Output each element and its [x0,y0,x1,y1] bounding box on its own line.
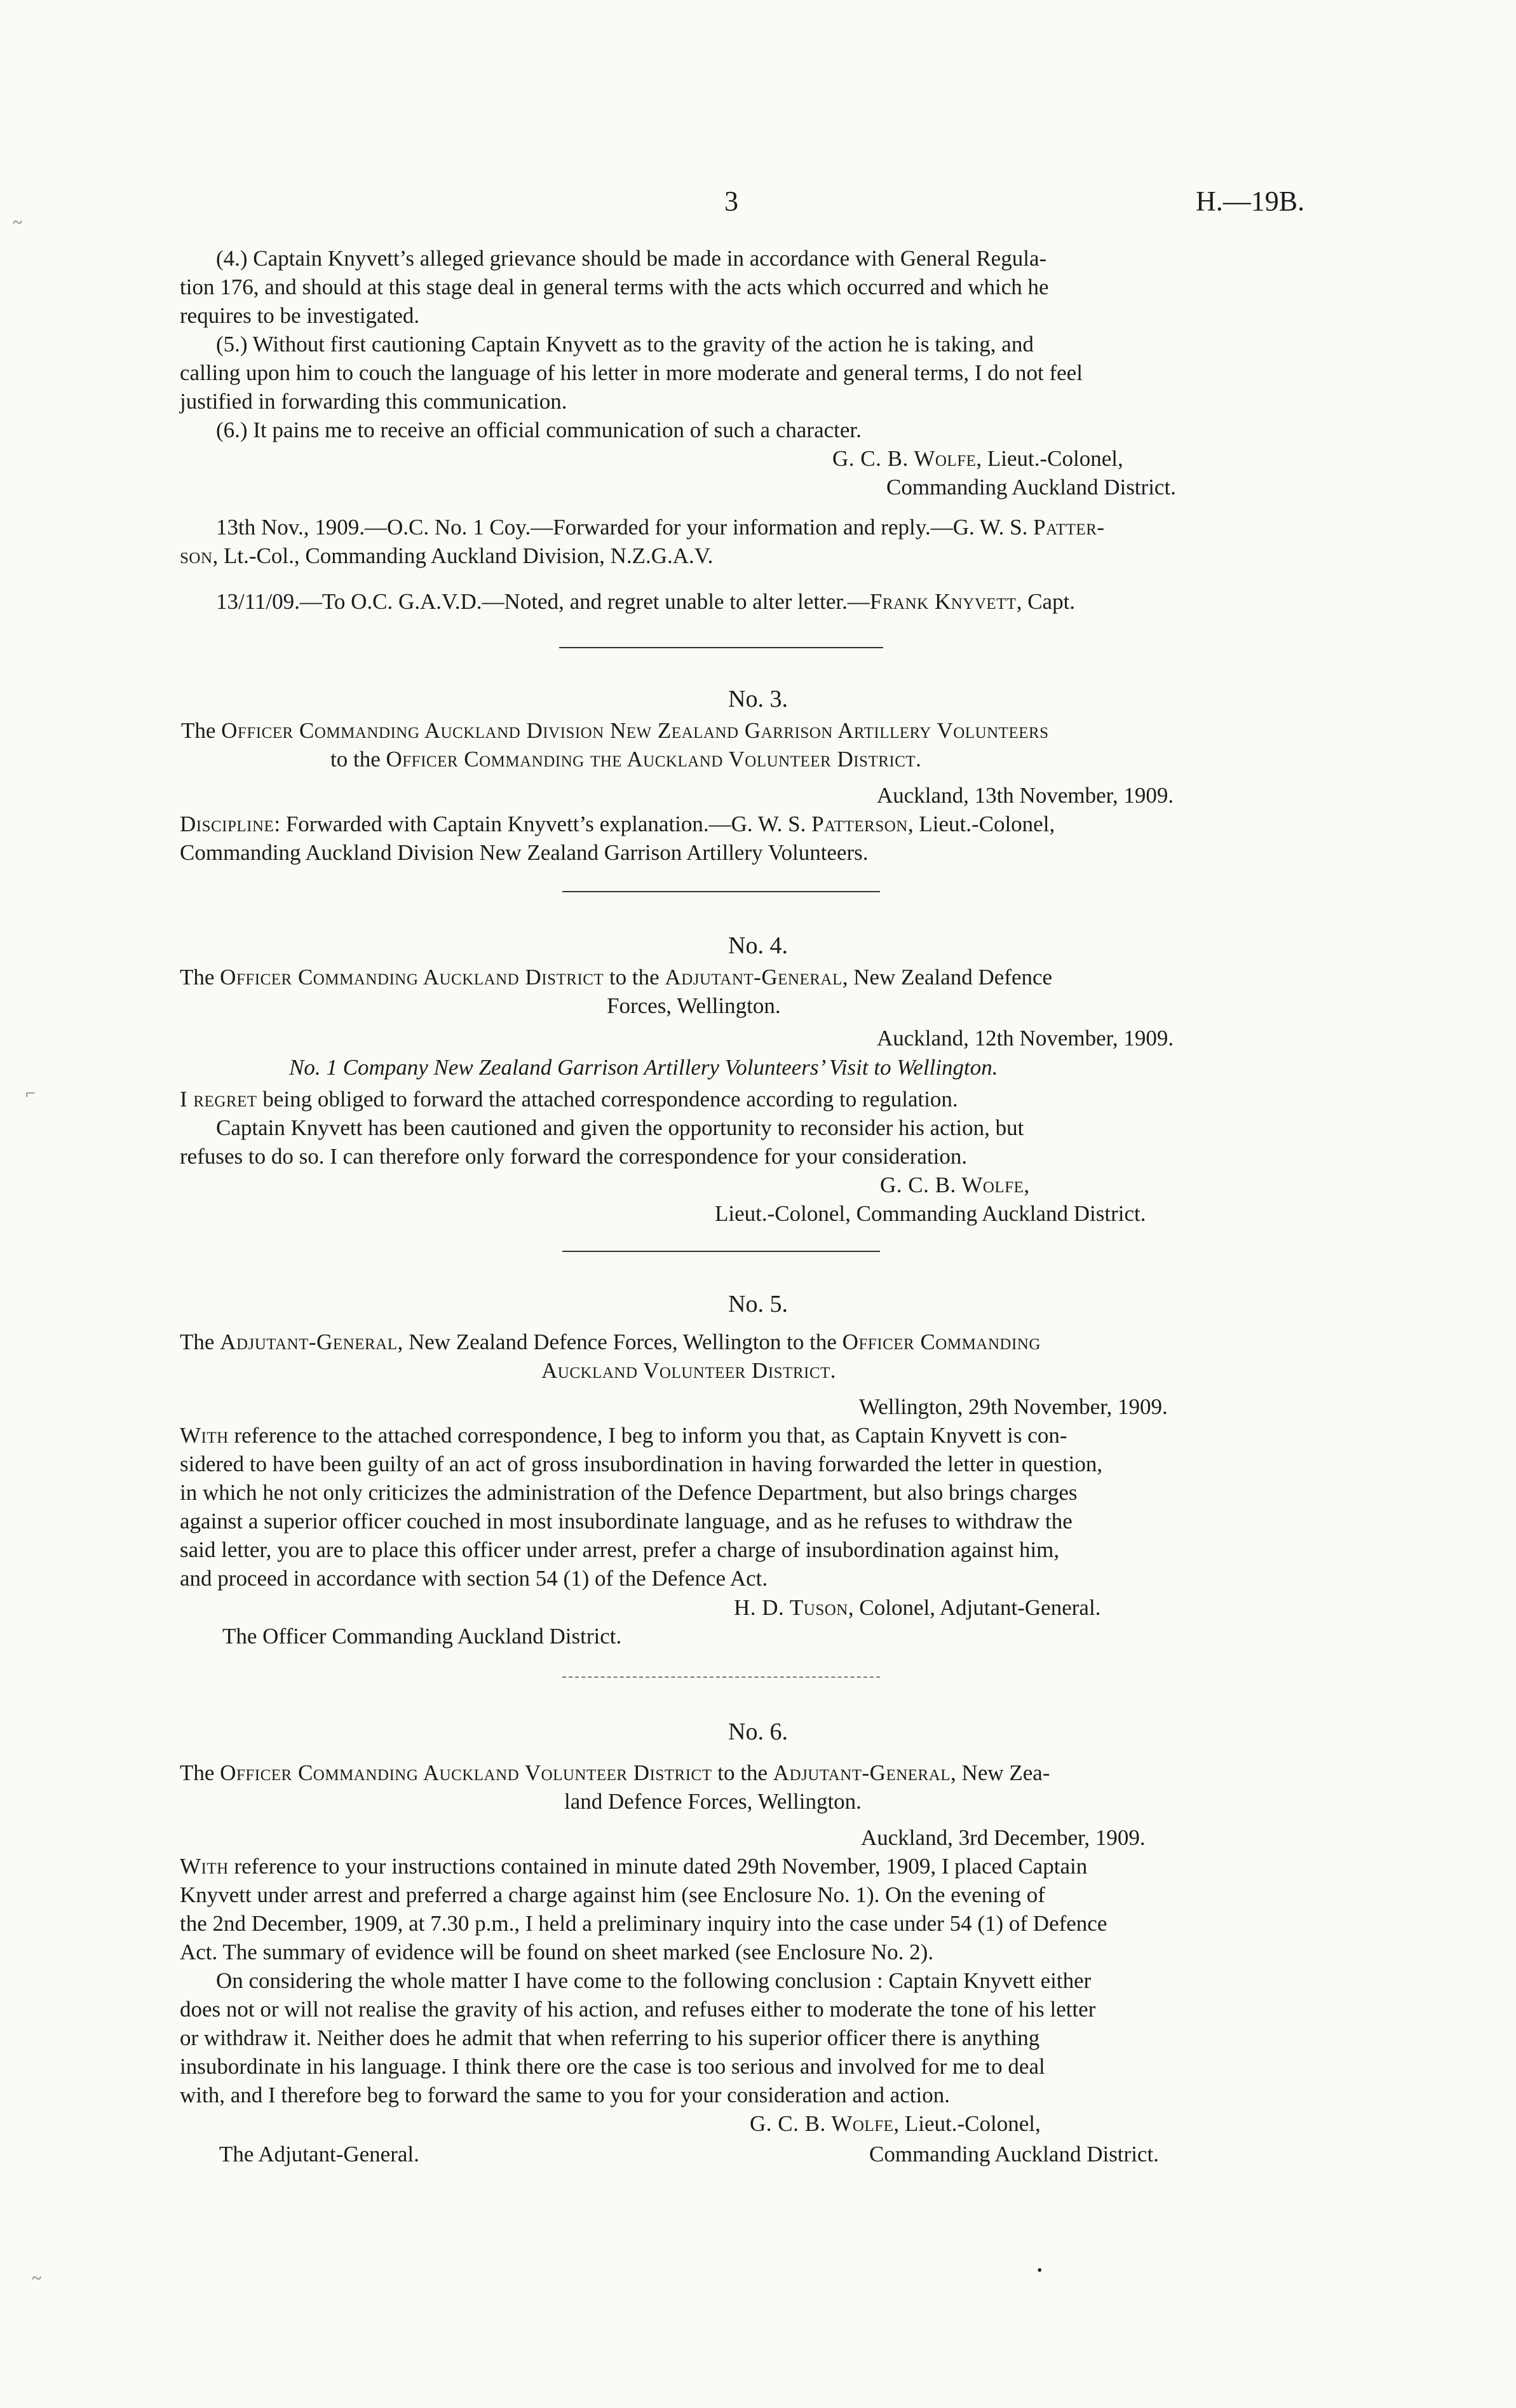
address-text: to the [330,747,386,772]
address-line: land Defence Forces, Wellington. [564,1789,862,1814]
address-smallcaps: Adjutant-General [220,1330,398,1354]
body-line: Captain Knyvett has been cautioned and given the opportunity to reconsider his action, but [216,1115,1024,1140]
section-heading: No. 3. [728,686,788,712]
section-heading: No. 6. [728,1718,788,1745]
margin-mark: ~ [13,213,23,233]
body-line: with, and I therefore beg to forward the same to you for your consideration and action. [180,2083,950,2107]
address-line [180,1328,1041,1356]
body-line: On considering the whole matter I have come to the following conclusion : Captain Knyvett either [216,1968,1092,1993]
address-text: to the [604,965,665,990]
paragraph-5-line: justified in forwarding this communication. [180,389,567,414]
body-smallcaps: Discipline [180,812,274,836]
addressee: The Adjutant-General. [219,2142,419,2167]
body-line: against a superior officer couched in most insubordinate language, and as he refuses to withdraw the [180,1509,1073,1534]
body-line: refuses to do so. I can therefore only forward the correspondence for your consideration. [180,1144,968,1169]
signatory-title: Lieut.-Colonel, Commanding Auckland District. [715,1201,1146,1226]
signatory-text: , Lieut.-Colonel, [893,2111,1041,2136]
minute-name: son [180,543,213,568]
minute-text: , Capt. [1016,589,1076,614]
signature-line [880,1171,1029,1199]
body-text: being obliged to forward the attached correspondence according to regulation. [257,1087,958,1112]
address-text: The [180,965,220,990]
body-line: does not or will not realise the gravity of his action, and refuses either to moderate the tone of his letter [180,1997,1096,2022]
address-text: , New Zealand Defence Forces, Wellington to the [397,1330,843,1354]
minute-line [216,514,1105,541]
minute-line [180,542,713,570]
body-line: the 2nd December, 1909, at 7.30 p.m., I held a preliminary inquiry into the case under 54 (1) of Defence [180,1911,1107,1936]
address-smallcaps: Officer Commanding Auckland District [220,965,604,990]
section-heading: No. 4. [728,932,788,959]
address-line: Forces, Wellington. [607,993,781,1018]
letter-date: Auckland, 13th November, 1909. [877,783,1174,808]
section-divider [562,1251,880,1252]
body-smallcaps: With [180,1423,229,1448]
body-text: reference to your instructions contained in minute dated 29th November, 1909, I placed Captain [228,1854,1088,1879]
signature-line [734,1594,1100,1622]
ink-dot: • [1037,2262,1043,2279]
letter-subject: No. 1 Company New Zealand Garrison Artillery Volunteers’ Visit to Wellington. [289,1055,998,1080]
signatory-title: Commanding Auckland District. [886,475,1176,500]
body-line [180,1853,1087,1881]
address-text: The [180,1330,220,1354]
body-line: and proceed in accordance with section 54 (1) of the Defence Act. [180,1566,768,1591]
minute-text: 13/11/09.—To O.C. G.A.V.D.—Noted, and regret unable to alter letter.— [216,589,870,614]
body-line [180,1422,1067,1450]
body-text: reference to the attached correspondence, I beg to inform you that, as Captain Knyvett is con- [228,1423,1067,1448]
section-heading: No. 5. [728,1291,788,1317]
signatory-name: G. C. B. Wolfe [832,446,977,471]
body-line: sidered to have been guilty of an act of gross insubordination in having forwarded the letter in question, [180,1452,1103,1476]
signatory-text: , [1024,1173,1030,1197]
paragraph-5-line: calling upon him to couch the language of his letter in more moderate and general terms, I do not feel [180,360,1083,385]
letter-date: Auckland, 12th November, 1909. [877,1026,1174,1051]
addressee: The Officer Commanding Auckland District. [222,1624,622,1649]
body-line: Knyvett under arrest and preferred a charge against him (see Enclosure No. 1). On the evening of [180,1882,1045,1907]
body-line: or withdraw it. Neither does he admit that when referring to his superior officer there is anything [180,2025,1040,2050]
body-line: Commanding Auckland Division New Zealand Garrison Artillery Volunteers. [180,840,869,865]
section-divider [562,891,880,892]
signatory-name: H. D. Tuson [734,1595,848,1620]
address-smallcaps: Auckland Volunteer District [541,1358,830,1383]
signatory-name: G. C. B. Wolfe [880,1173,1024,1197]
address-text: to the [712,1760,773,1785]
signatory-name: G. C. B. Wolfe [750,2111,894,2136]
address-smallcaps: Officer Commanding the Auckland Volunteer District [386,747,916,772]
body-line: in which he not only criticizes the administration of the Defence Department, but also brings charges [180,1480,1078,1505]
body-line: Act. The summary of evidence will be found on sheet marked (see Enclosure No. 2). [180,1940,934,1964]
body-line [180,810,1055,838]
minute-line [216,588,1075,616]
address-text: The [181,718,222,743]
body-line [180,1085,958,1113]
body-line: insubordinate in his language. I think there ore the case is too serious and involved for me to deal [180,2054,1045,2079]
address-line [180,1759,1050,1787]
paragraph-4-line: requires to be investigated. [180,303,420,328]
body-smallcaps: With [180,1854,229,1879]
paragraph-6-line: (6.) It pains me to receive an official communication of such a character. [216,418,862,442]
body-text: : Forwarded with Captain Knyvett’s explanation.—G. W. S. [274,812,812,836]
minute-name: Frank Knyvett [869,589,1017,614]
margin-mark: ⌐ [25,1084,36,1103]
section-divider [559,647,883,648]
paragraph-5-line: (5.) Without first cautioning Captain Knyvett as to the gravity of the action he is taking, and [216,332,1034,357]
address-smallcaps: Officer Commanding [842,1330,1041,1354]
signatory-text: , Colonel, Adjutant-General. [848,1595,1101,1620]
margin-mark: ~ [32,2269,42,2289]
body-text: , Lieut.-Colonel, [907,812,1055,836]
document-reference: H.—19B. [1196,186,1305,217]
minute-text: 13th Nov., 1909.—O.C. No. 1 Coy.—Forwarded for your information and reply.—G. W. S. [216,515,1034,540]
address-line [541,1357,836,1385]
minute-text: , Lt.-Col., Commanding Auckland Division, N.Z.G.A.V. [212,543,714,568]
body-line: said letter, you are to place this officer under arrest, prefer a charge of insubordination against him, [180,1537,1060,1562]
address-smallcaps: Officer Commanding Auckland Division New Zealand Garrison Artillery Volunteers [221,718,1049,743]
address-smallcaps: Adjutant-General [665,965,843,990]
minute-name: Patter- [1033,515,1105,540]
address-text: The [180,1760,220,1785]
address-line [180,963,1052,991]
address-line [181,717,1049,745]
signature-line [832,445,1123,473]
address-text: . [830,1358,836,1383]
body-smallcaps: Patterson [811,812,908,836]
address-text: . [916,747,921,772]
letter-date: Auckland, 3rd December, 1909. [861,1825,1146,1850]
signatory-rank: , Lieut.-Colonel, [976,446,1123,471]
body-smallcaps: I regret [180,1087,257,1112]
letter-date: Wellington, 29th November, 1909. [859,1394,1168,1419]
signature-line [750,2110,1041,2138]
paragraph-4-line: tion 176, and should at this stage deal in general terms with the acts which occurred and which he [180,275,1049,299]
address-line [330,745,921,773]
address-smallcaps: Officer Commanding Auckland Volunteer District [220,1760,712,1785]
address-text: , New Zealand Defence [842,965,1053,990]
signatory-title: Commanding Auckland District. [869,2142,1159,2167]
section-divider [562,1677,880,1678]
page-number: 3 [724,186,738,217]
address-text: , New Zea- [951,1760,1050,1785]
address-smallcaps: Adjutant-General [773,1760,951,1785]
paragraph-4-line: (4.) Captain Knyvett’s alleged grievance should be made in accordance with General Regula- [216,246,1047,271]
